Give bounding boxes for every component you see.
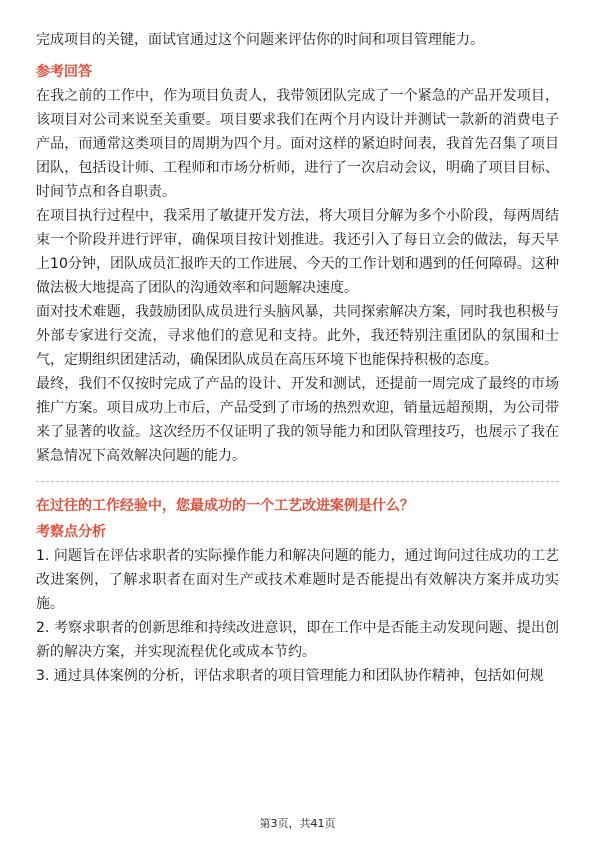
analysis-item: 3. 通过具体案例的分析，评估求职者的项目管理能力和团队协作精神，包括如何规 bbox=[36, 668, 544, 684]
interview-question: 在过往的工作经验中，您最成功的一个工艺改进案例是什么？ bbox=[36, 498, 414, 514]
answer-paragraph: 最终，我们不仅按时完成了产品的设计、开发和测试，还提前一周完成了最终的市场推广方案。项目成功上市后，产品受到了市场的热烈欢迎，销量远超预期，为公司带来了显著的收益。这次经历不仅证明了我的领导能力和团队管理技巧，也展示了我在紧急情况下高效解决问题的能力。 bbox=[36, 376, 559, 464]
section-divider bbox=[36, 481, 559, 482]
analysis-item: 2. 考察求职者的创新思维和持续改进意识，即在工作中是否能主动发现问题、提出创新的解决方案，并实现流程优化或成本节约。 bbox=[36, 620, 559, 660]
page-content bbox=[36, 28, 559, 688]
analysis-heading: 考察点分析 bbox=[36, 524, 106, 540]
intro-tail-text: 完成项目的关键，面试官通过这个问题来评估你的时间和项目管理能力。 bbox=[36, 32, 484, 48]
answer-paragraph: 面对技术难题，我鼓励团队成员进行头脑风暴，共同探索解决方案，同时我也积极与外部专家进行交流，寻求他们的意见和支持。此外，我还特别注重团队的氛围和士气，定期组织团建活动，确保团队成员在高压环境下也能保持积极的态度。 bbox=[36, 304, 559, 368]
answer-paragraph: 在我之前的工作中，作为项目负责人，我带领团队完成了一个紧急的产品开发项目，该项目对公司来说至关重要。项目要求我们在两个月内设计并测试一款新的消费电子产品，而通常这类项目的周期为四个月。面对这样的紧迫时间表，我首先召集了项目团队，包括设计师、工程师和市场分析师，进行了一次启动会议，明确了项目目标、时间节点和各自职责。 bbox=[36, 88, 559, 200]
analysis-item: 1. 问题旨在评估求职者的实际操作能力和解决问题的能力，通过询问过往成功的工艺改进案例，了解求职者在面对生产或技术难题时是否能提出有效解决方案并成功实施。 bbox=[36, 548, 559, 612]
answer-heading: 参考回答 bbox=[36, 64, 92, 80]
answer-paragraph: 在项目执行过程中，我采用了敏捷开发方法，将大项目分解为多个小阶段，每两周结束一个阶段并进行评审，确保项目按计划推进。我还引入了每日立会的做法，每天早上10分钟，团队成员汇报昨天的工作进展、今天的工作计划和遇到的任何障碍。这种做法极大地提高了团队的沟通效率和问题解决速度。 bbox=[36, 208, 559, 296]
page-number-footer: 第3页，共41页 bbox=[259, 817, 336, 830]
